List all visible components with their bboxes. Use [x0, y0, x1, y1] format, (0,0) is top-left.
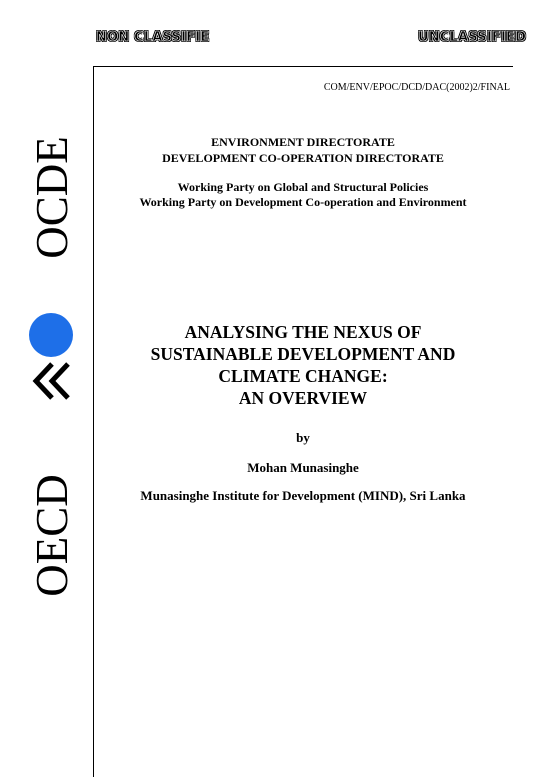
document-code: COM/ENV/EPOC/DCD/DAC(2002)2/FINAL [323, 82, 510, 93]
sidebar-ocde [12, 130, 92, 265]
oecd-logo-chevron-icon [30, 362, 74, 400]
working-party-global: Working Party on Global and Structural Policies [177, 180, 429, 194]
directorate-development: DEVELOPMENT CO-OPERATION DIRECTORATE [162, 151, 444, 165]
title-line-2: SUSTAINABLE DEVELOPMENT AND [150, 344, 456, 364]
author-affiliation: Munasinghe Institute for Development (MIND), Sri Lanka [140, 488, 466, 503]
sidebar-oecd [12, 468, 92, 603]
classification-stamp-french: NON CLASSIFIE [96, 30, 210, 45]
working-party-development: Working Party on Development Co-operation and Environment [139, 195, 467, 209]
directorates-block [96, 134, 510, 166]
margin-rule [93, 66, 94, 777]
directorate-environment: ENVIRONMENT DIRECTORATE [211, 135, 395, 149]
title-line-3: CLIMATE CHANGE: [218, 366, 388, 386]
oecd-logo-circle-icon [28, 312, 74, 358]
author-name: Mohan Munasinghe [247, 460, 359, 475]
sidebar-ocde-text: OCDE [26, 136, 77, 259]
working-parties-block [96, 180, 510, 210]
sidebar-oecd-text: OECD [26, 474, 77, 597]
document-title [96, 321, 510, 409]
byline-by: by [296, 430, 310, 445]
header-rule [93, 66, 513, 67]
title-line-1: ANALYSING THE NEXUS OF [184, 322, 422, 342]
classification-stamp-english: UNCLASSIFIED [418, 30, 527, 45]
title-line-4: AN OVERVIEW [238, 388, 368, 408]
